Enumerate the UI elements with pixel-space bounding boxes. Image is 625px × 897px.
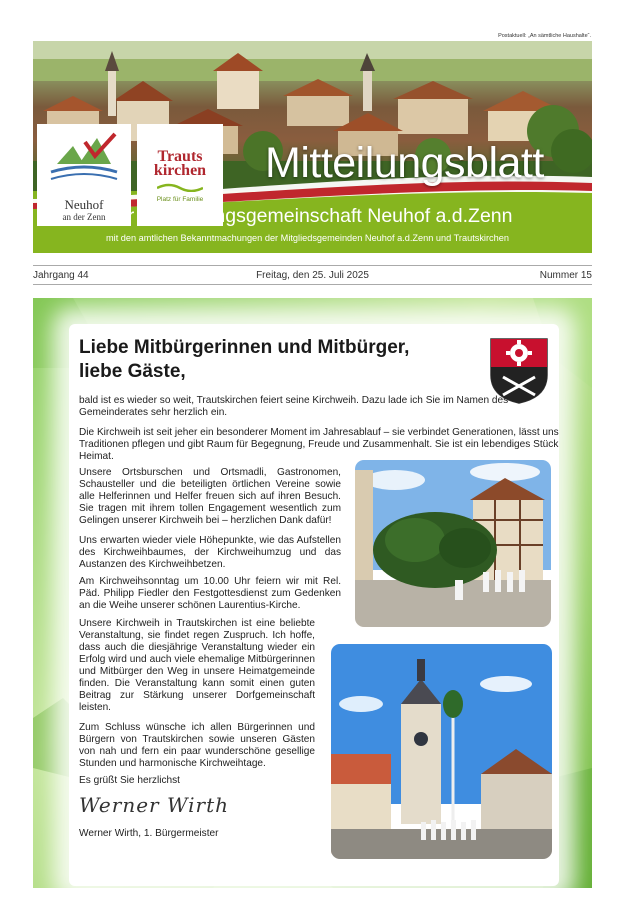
neuhof-emblem-icon <box>37 124 131 196</box>
paragraph-4: Uns erwarten wieder viele Höhepunkte, wie das Aufstellen des Kirchweihbaumes, der Kirchweihumzug und das Austanzen des Kirchweihbetzen. <box>79 535 341 570</box>
issue-date: Freitag, den 25. Juli 2025 <box>256 270 369 281</box>
trautskirchen-logo-name: Trauts kirchen <box>153 148 207 179</box>
neuhof-logo-name: Neuhof <box>64 197 104 212</box>
letter-headline: Liebe Mitbürgerinnen und Mitbürger, liebe Gäste, <box>79 337 410 382</box>
closing-line: Es grüßt Sie herzlichst <box>79 775 180 786</box>
trautskirchen-wave-icon <box>157 182 203 192</box>
masthead-subtitle-small: mit den amtlichen Bekanntmachungen der Mitgliedsgemeinden Neuhof a.d.Zenn und Trautskirchen <box>106 233 509 243</box>
issue-info-row <box>33 265 592 285</box>
handwritten-signature: Werner Wirth <box>79 793 230 817</box>
postal-note: Postaktuell: „An sämtliche Haushalte“. <box>498 33 591 39</box>
signer-name: Werner Wirth, 1. Bürgermeister <box>79 828 219 839</box>
paragraph-1: bald ist es wieder so weit, Trautskirchen feiert seine Kirchweih. Dazu lade ich Sie im Namen des Gemeinderates sehr herzlich ein. <box>79 395 509 418</box>
trautskirchen-logo-sub: Platz für Familie <box>156 196 204 203</box>
photo-kirchweih-procession <box>355 460 551 627</box>
paragraph-3: Unsere Ortsburschen und Ortsmadli, Gastronomen, Schausteller und die beteiligten örtlichen Vereine sowie alle Helferinnen und Helfer freuen sich auf ihren Besuch. Sie tragen mit ihrem tollen Engagement wesentlich zum Gelingen unserer Kirchweih bei – herzlichen Dank dafür! <box>79 467 341 526</box>
paragraph-7: Zum Schluss wünsche ich allen Bürgerinnen und Bürgern von Trautskirchen sowie unseren Gästen von nah und fern ein paar wunderschöne gesellige Stunden und harmonische Kirchweihtage. <box>79 722 315 769</box>
neuhof-logo-sub: an der Zenn <box>62 212 106 222</box>
masthead-subtitle: der Verwaltungsgemeinschaft Neuhof a.d.Zenn <box>106 205 513 227</box>
paragraph-2: Die Kirchweih ist seit jeher ein besonderer Moment im Jahresablauf – sie verbindet Generationen, lässt uns Traditionen pflegen und gibt Raum für Begegnung, Freude und Zusammenhalt. Sie ist ein lebendiges Stück Heimat. <box>79 427 559 462</box>
paragraph-5: Am Kirchweihsonntag um 10.00 Uhr feiern wir mit Rel. Päd. Philipp Fiedler den Festgottesdienst zum Gedenken an die Weihe unserer schönen Laurentius-Kirche. <box>79 576 341 611</box>
issue-number: Nummer 15 <box>539 270 592 281</box>
paragraph-6: Unsere Kirchweih in Trautskirchen ist eine beliebte Veranstaltung, sie findet regen Zuspruch. Ich hoffe, dass auch die diesjährige Veranstaltung wieder ein Erfolg wird und auch viele ehemalige Mitbürgerinnen und Mitbürger den Weg in unsere Heimatgemeinde finden. Die Veranstaltung kann somit einen guten Beitrag zur Stärkung unserer Dorfgemeinschaft leisten. <box>79 618 315 713</box>
issue-year: Jahrgang 44 <box>33 270 89 281</box>
masthead-title: Mitteilungsblatt <box>265 139 544 187</box>
header-banner <box>33 41 592 253</box>
photo-church-tower-maypole <box>331 644 552 859</box>
